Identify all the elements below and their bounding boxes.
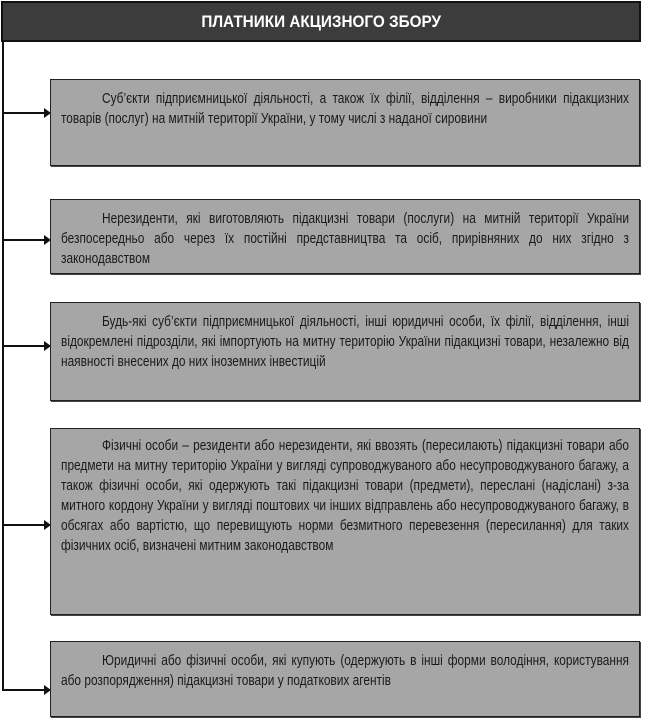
payer-text-2: Нерезиденти, які виготовляють підакцизні товари (послуги) на митній території України безпосередньо або через їх постійні представництва та осіб, прирівняних до них згідно з законодавством bbox=[61, 211, 629, 267]
payer-text-3: Будь-які суб’єкти підприємницької діяльності, інші юридичні особи, їх філії, відділення, інші відокремлені підрозділи, які імпортують на митну територію України підакцизні товари, незалежно від наявності внесених до них іноземних інвестицій bbox=[61, 314, 629, 370]
payer-box-5 bbox=[50, 641, 640, 717]
payer-text-4: Фізичні особи – резиденти або нерезиденти, які ввозять (пересилають) підакцизні товари або предмети на митну територію України у вигляді супроводжуваного або несупроводжуваного багажу, а також фізичні особи, які одержують такі підакцизні товари (предмети), переслані (надіслані) з-за митного кордону України у вигляді поштових чи інших відправлень або несупроводжуваного багажу, в обсягах або вартістю, що перевищують норми безмитного перевезення (пересилання) для таких фізичних осіб, визначені митним законодавством bbox=[61, 438, 629, 554]
diagram-title-box bbox=[1, 1, 641, 42]
payer-box-1 bbox=[50, 79, 640, 166]
arrow-1 bbox=[3, 112, 45, 114]
arrow-3 bbox=[3, 345, 45, 347]
payer-box-4 bbox=[50, 428, 640, 615]
payer-box-2 bbox=[50, 199, 640, 274]
diagram-title: ПЛАТНИКИ АКЦИЗНОГО ЗБОРУ bbox=[201, 11, 441, 31]
arrow-4 bbox=[3, 524, 45, 526]
payer-box-3 bbox=[50, 302, 640, 401]
payer-text-5: Юридичні або фізичні особи, які купують (одержують в інші форми володіння, користування або розпорядження) підакцизні товари у податкових агентів bbox=[61, 653, 629, 689]
connector-trunk-line bbox=[2, 40, 4, 691]
arrow-2 bbox=[3, 239, 45, 241]
payer-text-1: Суб’єкти підприємницької діяльності, а також їх філії, відділення – виробники підакцизних товарів (послуг) на митній території України, у тому числі з наданої сировини bbox=[61, 91, 629, 127]
arrow-5 bbox=[3, 689, 45, 691]
